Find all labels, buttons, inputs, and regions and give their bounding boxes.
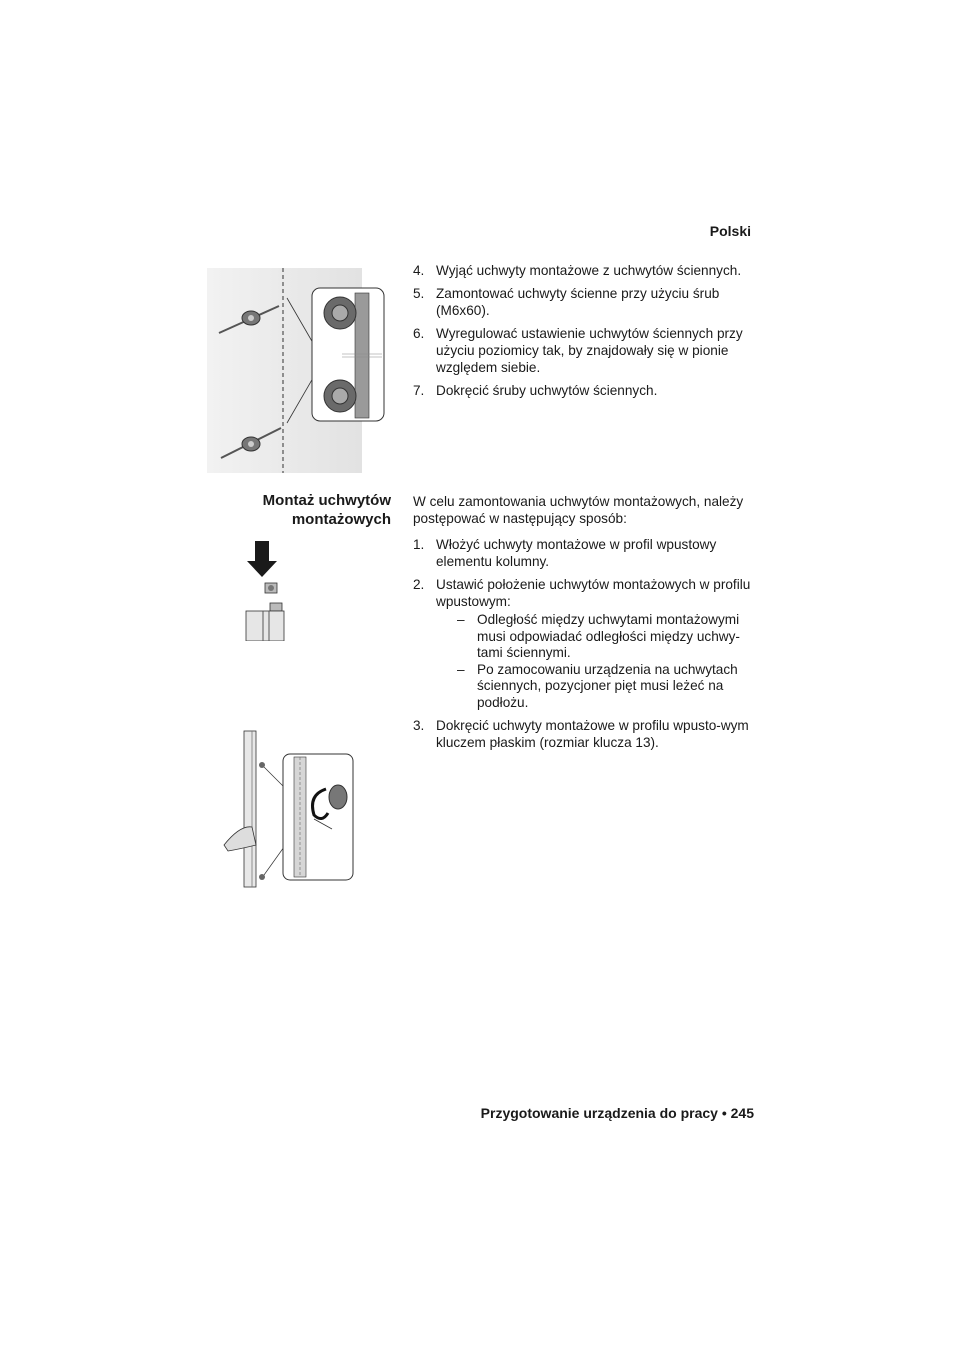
step-number: 4. bbox=[413, 263, 425, 278]
step-number: 5. bbox=[413, 286, 425, 301]
step-text: Włożyć uchwyty montażowe w profil wpustowy elementu kolumny. bbox=[436, 537, 717, 569]
substep-item bbox=[436, 662, 758, 712]
step-number: 2. bbox=[413, 577, 425, 592]
section-title-line1: Montaż uchwytów bbox=[262, 492, 391, 509]
list-item bbox=[413, 325, 758, 376]
list-item bbox=[413, 717, 758, 751]
step-number: 7. bbox=[413, 383, 425, 398]
section-title-line2: montażowych bbox=[291, 511, 391, 528]
insert-bracket-illustration bbox=[243, 541, 288, 641]
page-footer: Przygotowanie urządzenia do pracy • 245 bbox=[480, 1105, 754, 1121]
step-text: Wyjąć uchwyty montażowe z uchwytów ściennych. bbox=[436, 263, 742, 278]
steps-top-list bbox=[413, 262, 758, 405]
substep-list bbox=[436, 612, 758, 711]
wall-bracket-illustration bbox=[207, 268, 387, 473]
substep-text: Odległość między uchwytami montażowymi musi odpowiadać odległości między uchwy-tami ściennymi. bbox=[477, 612, 740, 660]
substep-text: Po zamocowaniu urządzenia na uchwytach ściennych, pozycjoner pięt musi leżeć na podłożu. bbox=[477, 661, 738, 710]
section-intro: W celu zamontowania uchwytów montażowych, należy postępować w następujący sposób: bbox=[413, 494, 744, 526]
list-item bbox=[413, 576, 758, 711]
steps-section-list bbox=[413, 536, 758, 757]
step-text: Dokręcić śruby uchwytów ściennych. bbox=[436, 383, 658, 398]
section-title bbox=[210, 491, 391, 529]
step-text: Wyregulować ustawienie uchwytów ściennych przy użyciu poziomicy tak, by znajdowały się w pionie względem siebie. bbox=[436, 326, 743, 375]
list-item bbox=[413, 536, 758, 570]
dash-bullet: – bbox=[457, 612, 465, 627]
step-number: 3. bbox=[413, 718, 425, 733]
list-item bbox=[413, 382, 758, 399]
step-number: 6. bbox=[413, 326, 425, 341]
down-arrow-icon bbox=[247, 541, 277, 577]
list-item bbox=[413, 285, 758, 319]
list-item bbox=[413, 262, 758, 279]
step-text: Dokręcić uchwyty montażowe w profilu wpusto-wym kluczem płaskim (rozmiar klucza 13). bbox=[436, 718, 749, 750]
language-label: Polski bbox=[709, 223, 751, 239]
tighten-bracket-illustration bbox=[222, 727, 356, 889]
substep-item bbox=[436, 612, 758, 662]
step-number: 1. bbox=[413, 537, 425, 552]
step-text: Zamontować uchwyty ścienne przy użyciu śrub (M6x60). bbox=[436, 286, 720, 318]
dash-bullet: – bbox=[457, 661, 465, 677]
step-text: Ustawić położenie uchwytów montażowych w profilu wpustowym: bbox=[436, 577, 751, 609]
